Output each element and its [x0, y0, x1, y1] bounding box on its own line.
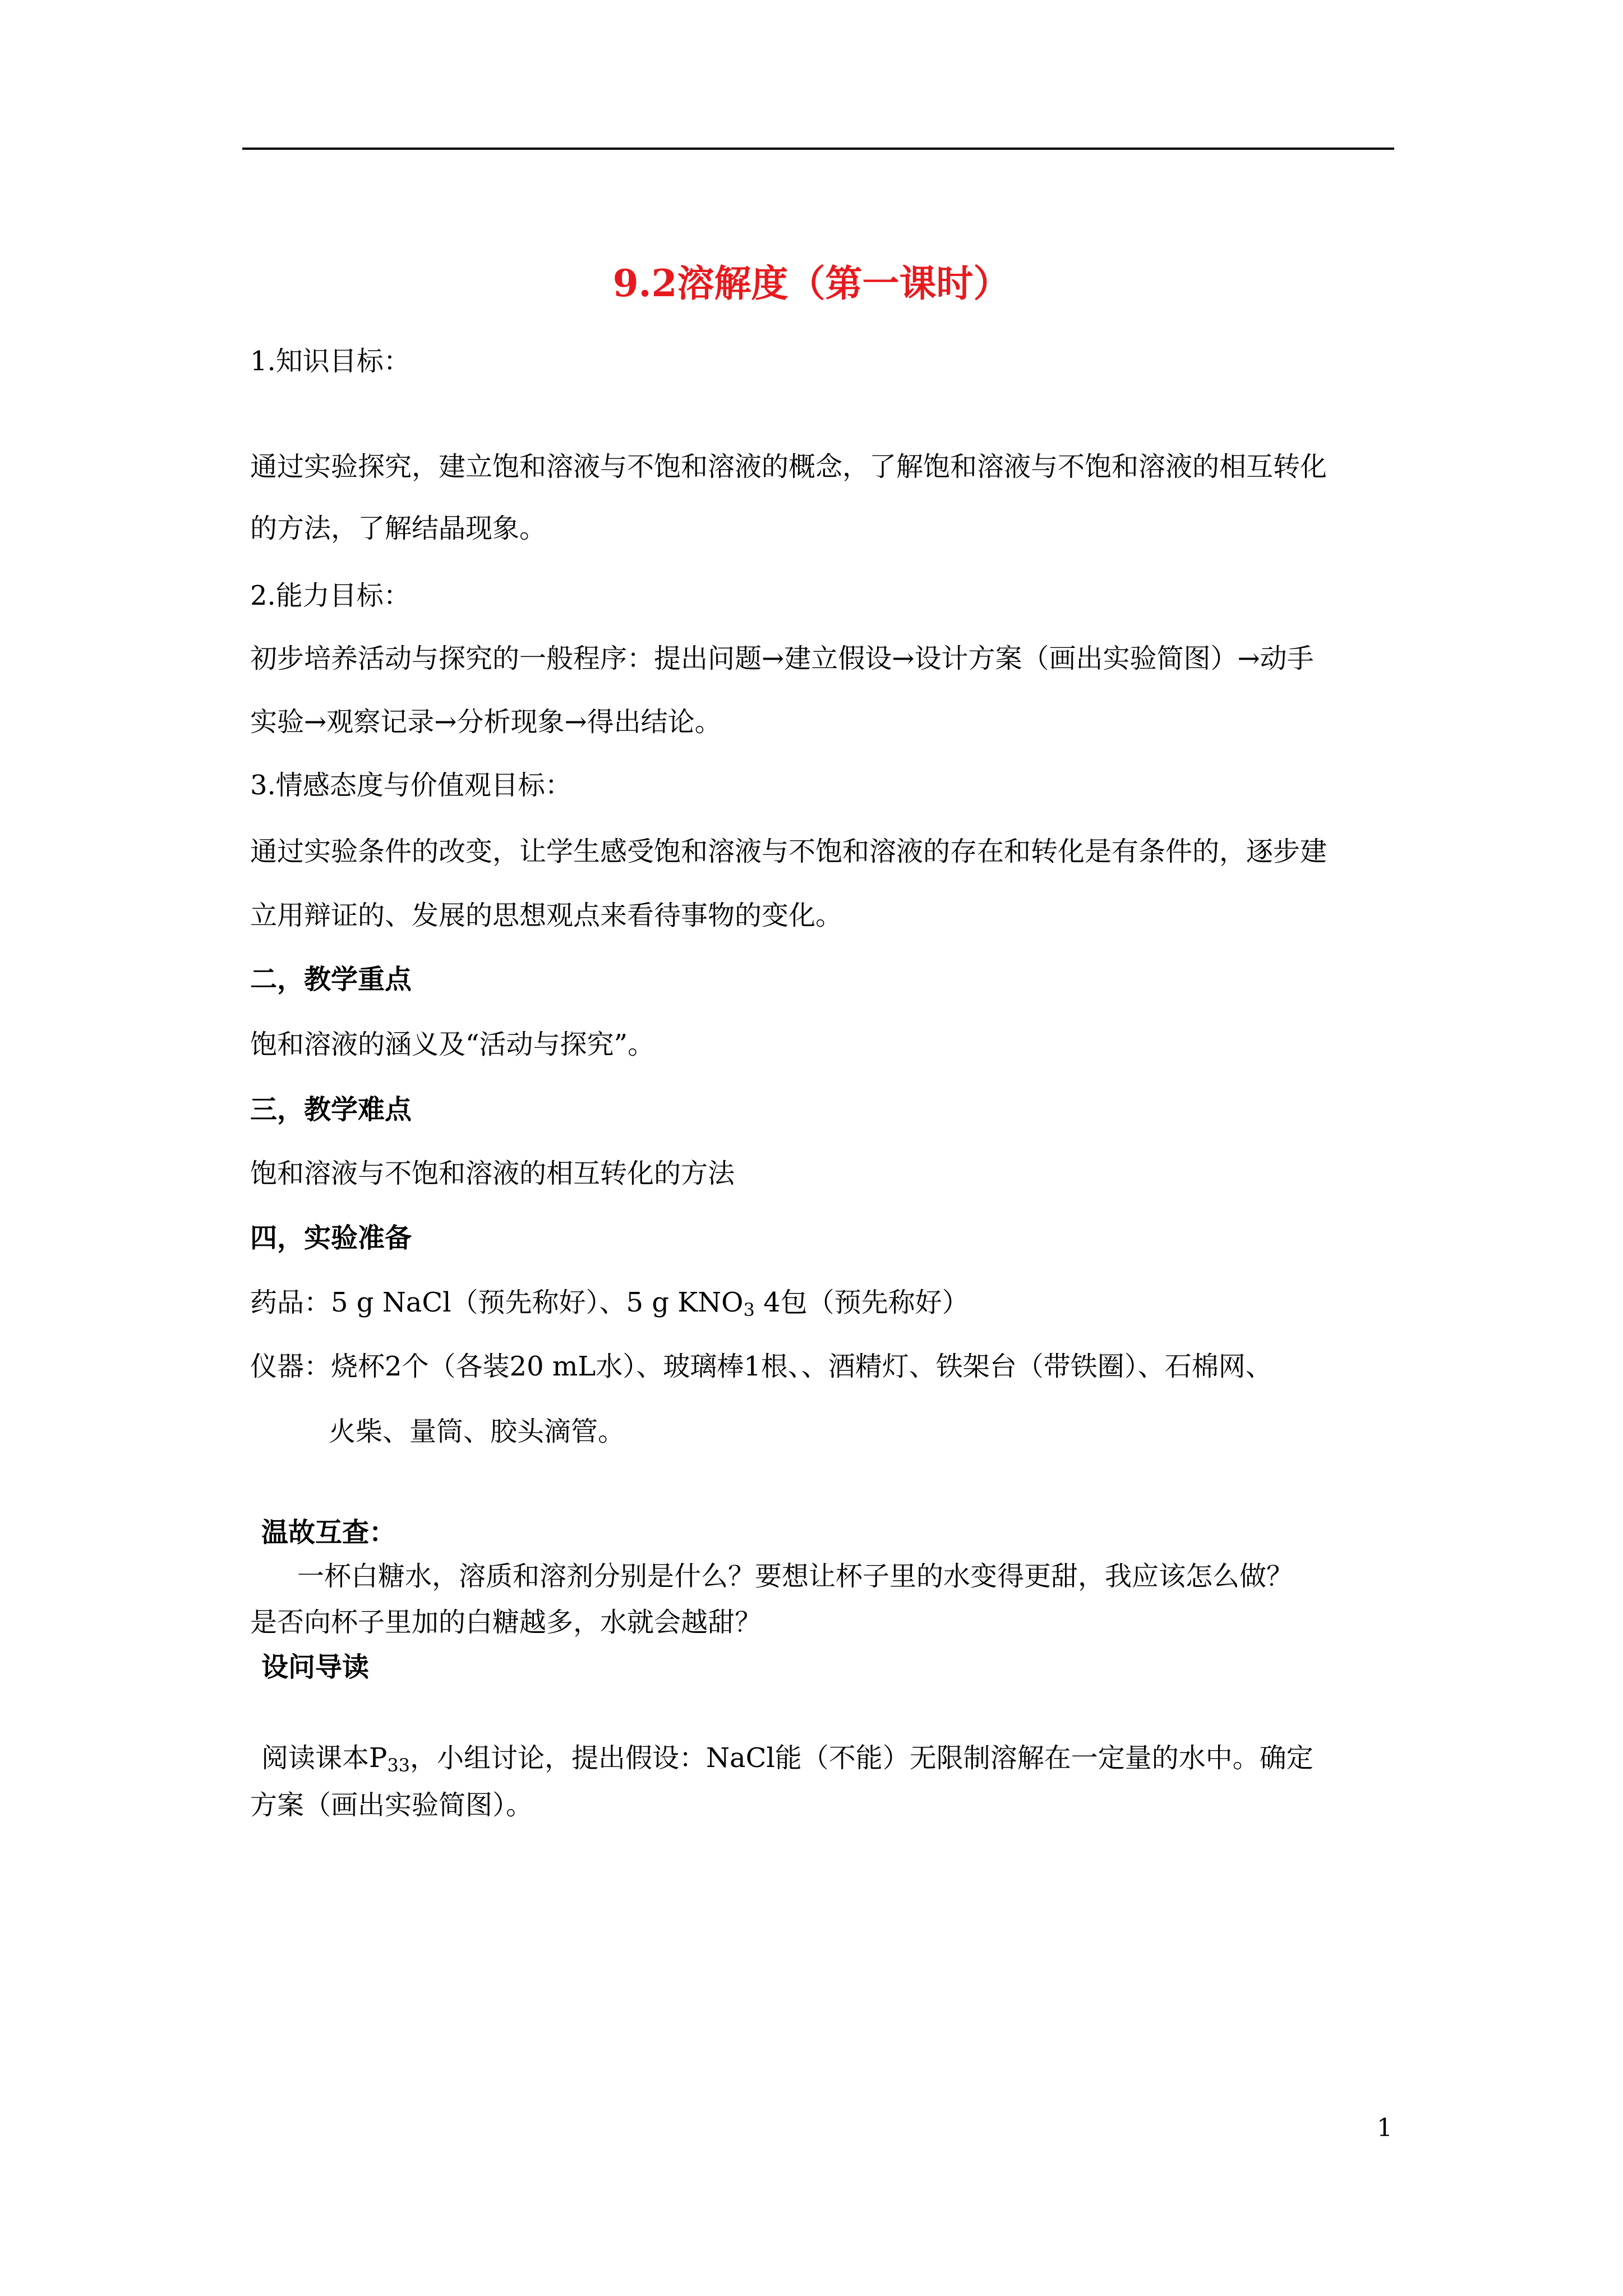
guided-reading-text: 阅读课本P	[261, 1742, 388, 1774]
key-points-heading: 二，教学重点	[250, 964, 412, 995]
drugs-line	[250, 1285, 969, 1320]
knowledge-objective-text-line-2: 的方法，了解结晶现象。	[250, 513, 547, 544]
instruments-line-2: 火柴、量筒、胶头滴管。	[329, 1416, 625, 1447]
review-heading: 温故互查：	[261, 1517, 396, 1548]
header-rule	[242, 148, 1394, 150]
guided-reading-text-suffix: ，小组讨论，提出假设：NaCl能（不能）无限制溶解在一定量的水中。确定	[410, 1742, 1313, 1774]
emotion-objective-heading: 3.情感态度与价值观目标：	[250, 770, 572, 801]
kno3-subscript: 3	[743, 1299, 755, 1320]
knowledge-objective-text-line-1: 通过实验探究，建立饱和溶液与不饱和溶液的概念，了解饱和溶液与不饱和溶液的相互转化	[250, 451, 1327, 482]
guided-reading-line-1	[261, 1740, 1313, 1776]
instruments-line-1: 仪器：烧杯2个（各装20 mL水）、玻璃棒1根、、酒精灯、铁架台（带铁圈）、石棉网、	[250, 1351, 1272, 1382]
page-number: 1	[1377, 2114, 1393, 2142]
drugs-text-suffix: 4包（预先称好）	[754, 1287, 969, 1318]
ability-objective-text-line-2: 实验→观察记录→分析现象→得出结论。	[250, 706, 722, 738]
guided-reading-heading: 设问导读	[261, 1651, 370, 1683]
page-subscript: 33	[387, 1755, 411, 1776]
ability-objective-text-line-1: 初步培养活动与探究的一般程序：提出问题→建立假设→设计方案（画出实验简图）→动手	[250, 643, 1314, 674]
key-points-text: 饱和溶液的涵义及“活动与探究”。	[250, 1029, 655, 1060]
document-title: 9.2溶解度（第一课时）	[612, 261, 1011, 305]
difficulties-heading: 三，教学难点	[250, 1094, 412, 1125]
emotion-objective-text-line-2: 立用辩证的、发展的思想观点来看待事物的变化。	[250, 900, 843, 931]
preparation-heading: 四，实验准备	[250, 1222, 412, 1254]
review-text-line-2: 是否向杯子里加的白糖越多，水就会越甜？	[250, 1607, 762, 1638]
guided-reading-line-2: 方案（画出实验简图）。	[250, 1789, 533, 1821]
drugs-text: 药品：5 g NaCl（预先称好）、5 g KNO	[250, 1287, 744, 1318]
ability-objective-heading: 2.能力目标：	[250, 580, 411, 611]
review-text-line-1: 一杯白糖水，溶质和溶剂分别是什么？要想让杯子里的水变得更甜，我应该怎么做？	[297, 1561, 1294, 1592]
difficulties-text: 饱和溶液与不饱和溶液的相互转化的方法	[250, 1158, 735, 1189]
emotion-objective-text-line-1: 通过实验条件的改变，让学生感受饱和溶液与不饱和溶液的存在和转化是有条件的，逐步建	[250, 836, 1327, 867]
knowledge-objective-heading: 1.知识目标：	[250, 346, 411, 377]
